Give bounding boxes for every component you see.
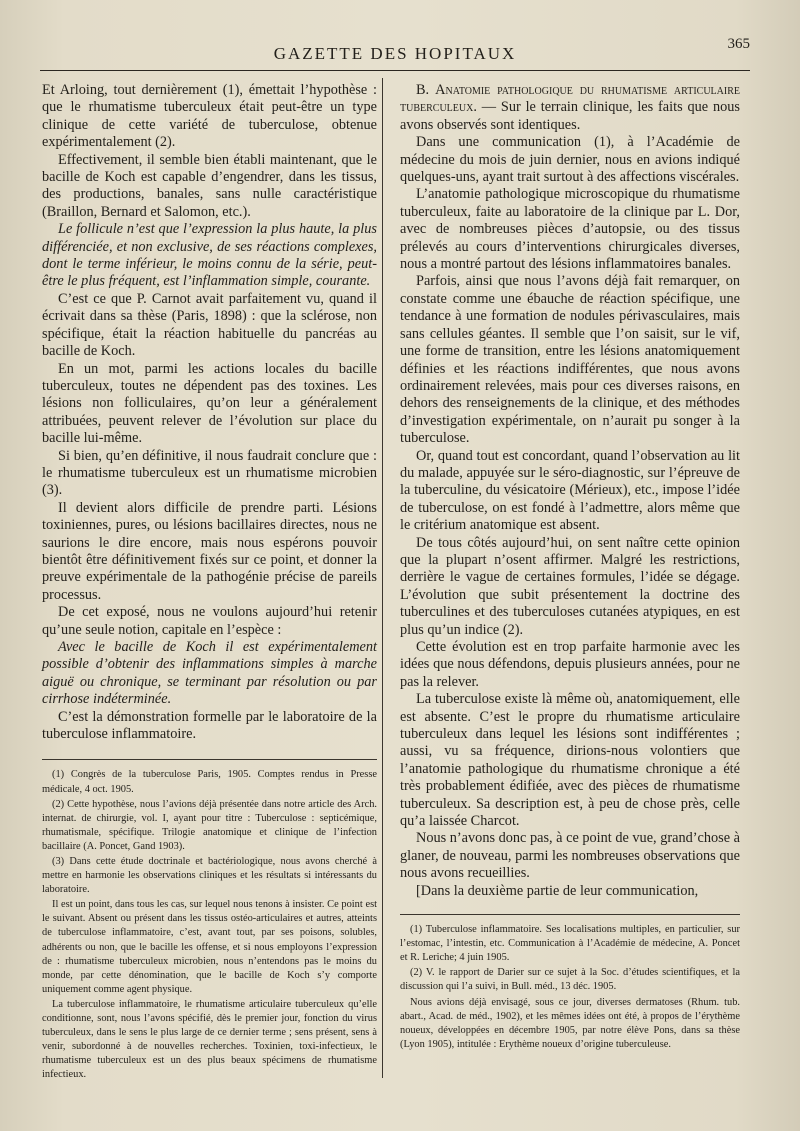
footnote: Nous avions déjà envisagé, sous ce jour, diverses dermatoses (Rhum. tub. abart., Acad. de méd., 1902), et les mêmes idées ont été, à propos de l’érythème noueux, développées en décembre 1905, par notre élève Pons, dans sa thèse (Lyon 1905), intitulée : Erythème noueux d’origine tuberculeuse. — [400, 996, 740, 1050]
footnote: (1) Tuberculose inflammatoire. Ses localisations multiples, en particulier, sur l’estomac, l’intestin, etc. Communication à l’Académie de médecine, A. Poncet et R. Leriche; 4 juin 1905. — [400, 924, 740, 964]
paragraph: La tuberculose existe là même où, anatomiquement, elle est absente. C’est le propre du rhumatisme articulaire tuberculeux dans lequel les lésions sont indifférentes ; aussi, vu sa fréquence, dirions-nous volontiers que l’anatomie pathologique du rhumatisme chronique a été très probablement édifiée, avec des pièces de rhumatisme tuberculeux. Sa description est, à peu de chose près, celle qu’a laissée Charcot. — [400, 691, 740, 830]
paragraph: De tous côtés aujourd’hui, on sent naître cette opinion que la plupart n’osent affirmer. Malgré les restrictions, derrière le vague de certaines formules, l’idée se dégage. L’évolution que subit présentement la doctrine des tuberculines et des tuberculoses cutanées atypiques, en est plus qu’un indice (2). — [400, 534, 740, 638]
paragraph: Nous n’avons donc pas, à ce point de vue, grand’chose à glaner, de nouveau, parmi les nombreuses observations que nous avons recueillies. — [400, 830, 740, 882]
paragraph: [Dans la deuxième partie de leur communication, — [416, 882, 699, 899]
paragraph: Si bien, qu’en définitive, il nous faudrait conclure que : le rhumatisme tuberculeux est un rhumatisme microbien (3). — [42, 447, 377, 499]
paragraph: L’anatomie pathologique microscopique du rhumatisme tuberculeux, faite au laboratoire de la clinique par L. Dor, avec de nombreuses pièces d’autopsie, ou des tissus prélevés au cours d’interventions chirurgicales diverses, nous a montré partout des lésions inflammatoires banales. — [400, 186, 740, 273]
paragraph: C’est ce que P. Carnot avait parfaitement vu, quand il écrivait dans sa thèse (Paris, 1898) : que la sclérose, non spécifique, était la réaction habituelle du pancréas au bacille de Koch. — [42, 290, 377, 360]
footnotes — [42, 759, 377, 1082]
paragraph: C’est la démonstration formelle par le laboratoire de la tuberculose inflammatoire. — [42, 708, 377, 743]
page-number: 365 — [727, 36, 750, 52]
header-rule — [40, 70, 750, 71]
footnotes — [400, 914, 740, 1052]
paragraph: Et Arloing, tout dernièrement (1), émettait l’hypothèse : que le rhumatisme tuberculeux était peut-être un type clinique de cette variété de tuberculose, obtenue expérimentalement (2). — [42, 82, 377, 151]
paragraph: Il devient alors difficile de prendre parti. Lésions toxiniennes, pures, ou lésions bacillaires directes, nous ne saurions le dire encore, mais nous espérons pouvoir bientôt être définitivement fixés sur ce point, et donner la preuve expérimentale de la pathogénie précise de pareils processus. — [42, 499, 377, 603]
paragraph: Effectivement, il semble bien établi maintenant, que le bacille de Koch est capable d’engendrer, dans les tissus, des productions, banales, sans nulle caractéristique (Braillon, Bernard et Salomon, etc.). — [42, 151, 377, 220]
paragraph: Parfois, ainsi que nous l’avons déjà fait remarquer, on constate comme une ébauche de réaction spécifique, une tendance à une formation de nodules périvasculaires, mais sans cellules géantes. Il semble que l’on saisit, sur le vif, une forme de transition, entre les lésions anatomiquement définies et les réactions indifférentes, que nous avons ordinairement relevées, mais pour ces diverses raisons, en dehors des renseignements de la clinique, et des méthodes d’investigation expérimentale, on n’aurait pu songer à la tuberculose. — [400, 273, 740, 447]
paragraph: En un mot, parmi les actions locales du bacille tuberculeux, toutes ne dépendent pas des toxines. Les lésions non folliculaires, qu’on leur a généralement attribuées, peuvent relever de l’évolution sur place du bacille lui-même. — [42, 360, 377, 447]
italic-paragraph: Le follicule n’est que l’expression la plus haute, la plus différenciée, et non exclusive, de ses réactions complexes, dont le terme inférieur, le moins connu de la série, peut-être le plus fréquent, est l’inflammation simple, courante. — [42, 221, 377, 290]
running-title: GAZETTE DES HOPITAUX — [273, 44, 517, 63]
paragraph: Dans une communication (1), à l’Académie de médecine du mois de juin dernier, nous en avions indiqué quelques-uns, ayant trait surtout à des affections viscérales. — [400, 134, 740, 186]
section-paragraph — [400, 82, 740, 134]
footnote: (2) V. le rapport de Darier sur ce sujet à la Soc. d’études scientifiques, et la discussion qui l’a suivi, in Bull. méd., 13 déc. 1905. — [400, 967, 740, 993]
footnote: Il est un point, dans tous les cas, sur lequel nous tenons à insister. Ce point est le suivant. Absent ou présent dans les tissus ostéo-articulaires et autres, atteints de tuberculose inflammatoire, c’est, avant tout, par ses poisons, solubles, adhérents ou non, que le bacille les offense, et si nous employons l’expression de : rhumatisme tuberculeux microbien, nous n’entendons pas le moins du monde, par cette dénomination, que le bacille de Koch s’y comporte uniquement comme agent physique. — [42, 899, 377, 995]
section-heading: B. Anatomie pathologique du rhumatisme articulaire tuberculeux. — [400, 82, 740, 116]
column-divider — [382, 78, 383, 1078]
paragraph: Cette évolution est en trop parfaite harmonie avec les idées que nous défendons, depuis plusieurs années, pour ne pas la relever. — [400, 639, 740, 690]
right-column — [400, 82, 740, 1053]
footnote: (2) Cette hypothèse, nous l’avions déjà présentée dans notre article des Arch. internat. de chirurgie, vol. I, ayant pour titre : Tuberculose : septicémique, rhumatismale, spécifique. Trilogie anatomique et clinique de l’infection bacillaire (A. Poncet, Gand 1903). — [42, 798, 377, 852]
page-header — [40, 36, 750, 70]
footnote: (3) Dans cette étude doctrinale et bactériologique, nous avons cherché à mettre en harmonie les observations cliniques et les résultats si intéressants du laboratoire. — [42, 856, 377, 896]
section-text: — Sur le terrain clinique, les faits que nous avons observés sont identiques. — [400, 99, 740, 133]
left-column — [42, 82, 377, 1084]
paragraph: De cet exposé, nous ne voulons aujourd’hui retenir qu’une seule notion, capitale en l’espèce : — [42, 604, 377, 638]
footnote: La tuberculose inflammatoire, le rhumatisme articulaire tuberculeux qu’elle conditionne, sont, nous l’avons spécifié, dès le premier jour, fonction du virus tuberculeux, dans le sens le plus large de ce dernier terme ; sens présent, sens à venir, subordonné à de nouvelles recherches. Toxinien, toxi-infectieux, le rhumatisme tuberculeux est un des plus beaux spécimens de rhumatisme infectieux. — [42, 998, 377, 1081]
paragraph: Or, quand tout est concordant, quand l’observation au lit du malade, appuyée sur le séro-diagnostic, sur l’épreuve de la tuberculine, du vésicatoire (Mérieux), etc., impose l’idée de tuberculose, on est fondé à l’admettre, alors même que le critérium anatomique est absent. — [400, 447, 740, 534]
footnote: (1) Congrès de la tuberculose Paris, 1905. Comptes rendus in Presse médicale, 4 oct. 1905. — [42, 769, 377, 795]
italic-paragraph: Avec le bacille de Koch il est expérimentalement possible d’obtenir des inflammations simples à marche aiguë ou chronique, se terminant par résolution ou par cirrhose indéterminée. — [42, 639, 377, 708]
